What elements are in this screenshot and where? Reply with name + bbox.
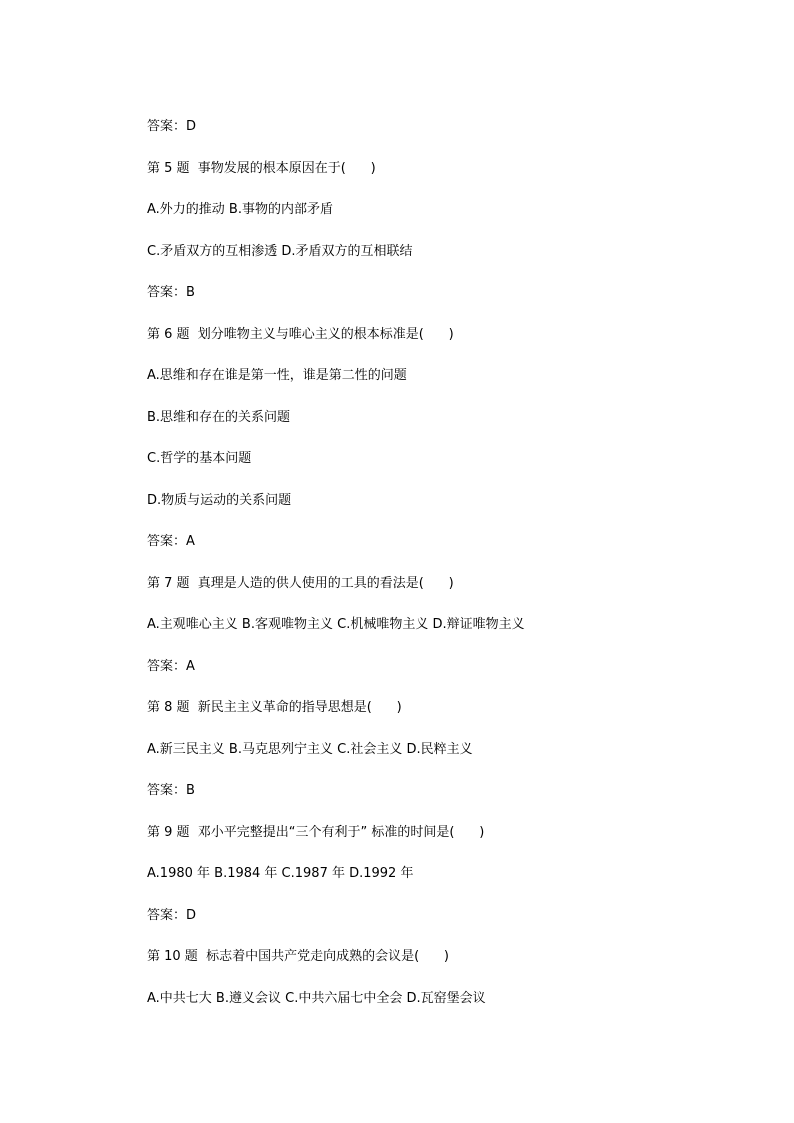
question-8-answer: 答案：B (147, 783, 195, 798)
question-5-options-1: A.外力的推动 B.事物的内部矛盾 (147, 202, 333, 217)
question-5-options-2: C.矛盾双方的互相渗透 D.矛盾双方的互相联结 (147, 243, 413, 259)
question-7: 第 7 题 真理是人造的供人使用的工具的看法是( ) (147, 575, 454, 591)
question-6-option-b: B.思维和存在的关系问题 (147, 409, 291, 425)
question-5-answer: 答案：B (147, 285, 195, 300)
question-9-answer: 答案：D (147, 907, 197, 923)
question-5: 第 5 题 事物发展的根本原因在于( ) (147, 160, 376, 176)
answer-line: 答案：D (147, 119, 197, 134)
question-9-options: A.1980 年 B.1984 年 C.1987 年 D.1992 年 (147, 866, 414, 881)
question-6-answer: 答案：A (147, 534, 195, 549)
question-7-options: A.主观唯心主义 B.客观唯物主义 C.机械唯物主义 D.辩证唯物主义 (147, 617, 525, 632)
question-8-options: A.新三民主义 B.马克思列宁主义 C.社会主义 D.民粹主义 (147, 741, 473, 757)
question-7-answer: 答案：A (147, 658, 195, 674)
question-6-option-d: D.物质与运动的关系问题 (147, 492, 292, 508)
question-8: 第 8 题 新民主主义革命的指导思想是( ) (147, 700, 402, 715)
question-list (147, 117, 707, 1030)
question-10: 第 10 题 标志着中国共产党走向成熟的会议是( ) (147, 949, 450, 964)
question-6: 第 6 题 划分唯物主义与唯心主义的根本标准是( ) (147, 326, 454, 342)
question-6-option-c: C.哲学的基本问题 (147, 451, 252, 466)
question-6-option-a: A.思维和存在谁是第一性，谁是第二性的问题 (147, 368, 407, 383)
question-10-options: A.中共七大 B.遵义会议 C.中共六届七中全会 D.瓦窑堡会议 (147, 990, 486, 1006)
question-9: 第 9 题 邓小平完整提出“三个有利于” 标准的时间是( ) (147, 824, 485, 840)
